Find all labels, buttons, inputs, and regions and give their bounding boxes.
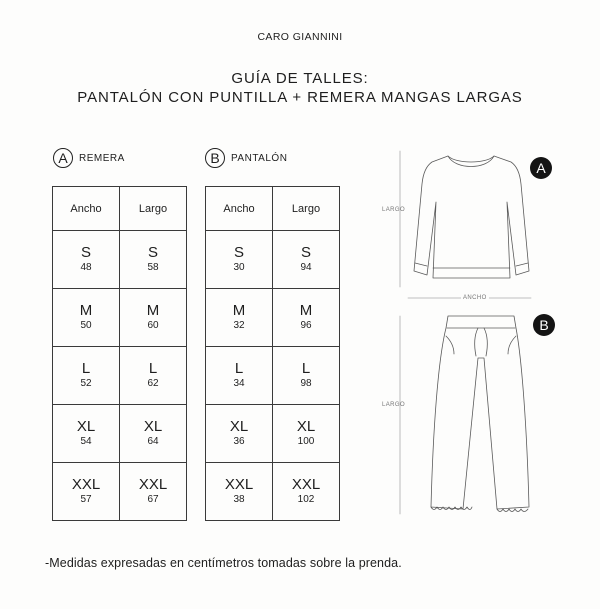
pants-lace-trim-right xyxy=(497,509,528,512)
header-largo: Largo xyxy=(273,187,340,231)
size-label: S xyxy=(233,244,244,261)
header-ancho: Ancho xyxy=(53,187,120,231)
size-label: XXL xyxy=(291,476,321,493)
size-label: L xyxy=(301,360,311,377)
largo-value: 94 xyxy=(300,262,312,273)
pantalon-label: PANTALÓN xyxy=(231,152,288,164)
pants-pocket-left xyxy=(446,336,454,354)
size-label: XXL xyxy=(224,476,254,493)
remera-label: REMERA xyxy=(79,152,125,164)
pants-badge: B xyxy=(533,314,555,336)
shirt-collar-line xyxy=(448,156,494,167)
ancho-value: 48 xyxy=(80,262,92,273)
largo-value: 98 xyxy=(300,378,312,389)
largo-value: 102 xyxy=(297,494,315,505)
brand-name: CARO GIANNINI xyxy=(257,31,343,43)
largo-value: 60 xyxy=(147,320,159,331)
measurement-note: -Medidas expresadas en centímetros tomadas sobre la prenda. xyxy=(45,556,402,570)
title-line-2: PANTALÓN CON PUNTILLA + REMERA MANGAS LARGAS xyxy=(77,89,523,106)
size-label: L xyxy=(234,360,244,377)
ancho-value: 54 xyxy=(80,436,92,447)
size-label: M xyxy=(299,302,313,319)
size-label: S xyxy=(147,244,158,261)
size-label: XXL xyxy=(138,476,168,493)
size-label: XL xyxy=(229,418,249,435)
pants-drawing xyxy=(431,316,529,509)
pants-pocket-right xyxy=(508,336,516,354)
pants-drawstring-left xyxy=(475,328,478,356)
size-label: L xyxy=(81,360,91,377)
pants-largo-label: LARGO xyxy=(382,402,406,408)
long-sleeve-shirt-drawing xyxy=(414,156,529,278)
remera-letter-circle: A xyxy=(53,148,73,168)
ancho-value: 36 xyxy=(233,436,245,447)
size-label: S xyxy=(80,244,91,261)
largo-value: 62 xyxy=(147,378,159,389)
largo-value: 58 xyxy=(147,262,159,273)
largo-value: 96 xyxy=(300,320,312,331)
ancho-value: 52 xyxy=(80,378,92,389)
largo-value: 64 xyxy=(147,436,159,447)
size-label: M xyxy=(232,302,246,319)
shirt-left-cuff xyxy=(415,263,427,266)
shirt-ancho-label: ANCHO xyxy=(463,295,487,301)
pantalon-letter-circle: B xyxy=(205,148,225,168)
shirt-largo-label: LARGO xyxy=(382,207,406,213)
largo-value: 100 xyxy=(297,436,315,447)
largo-value: 67 xyxy=(147,494,159,505)
size-label: M xyxy=(79,302,93,319)
title-line-1: GUÍA DE TALLES: xyxy=(231,70,369,87)
ancho-value: 34 xyxy=(233,378,245,389)
size-label: L xyxy=(148,360,158,377)
size-label: XL xyxy=(143,418,163,435)
size-label: S xyxy=(300,244,311,261)
ancho-value: 38 xyxy=(233,494,245,505)
ancho-value: 30 xyxy=(233,262,245,273)
header-largo: Largo xyxy=(120,187,187,231)
shirt-right-cuff xyxy=(516,263,528,266)
size-label: XL xyxy=(296,418,316,435)
ancho-value: 50 xyxy=(80,320,92,331)
size-label: M xyxy=(146,302,160,319)
ancho-value: 57 xyxy=(80,494,92,505)
ancho-value: 32 xyxy=(233,320,245,331)
pants-drawstring-right xyxy=(484,328,487,356)
size-label: XXL xyxy=(71,476,101,493)
size-label: XL xyxy=(76,418,96,435)
header-ancho: Ancho xyxy=(206,187,273,231)
shirt-badge: A xyxy=(530,157,552,179)
